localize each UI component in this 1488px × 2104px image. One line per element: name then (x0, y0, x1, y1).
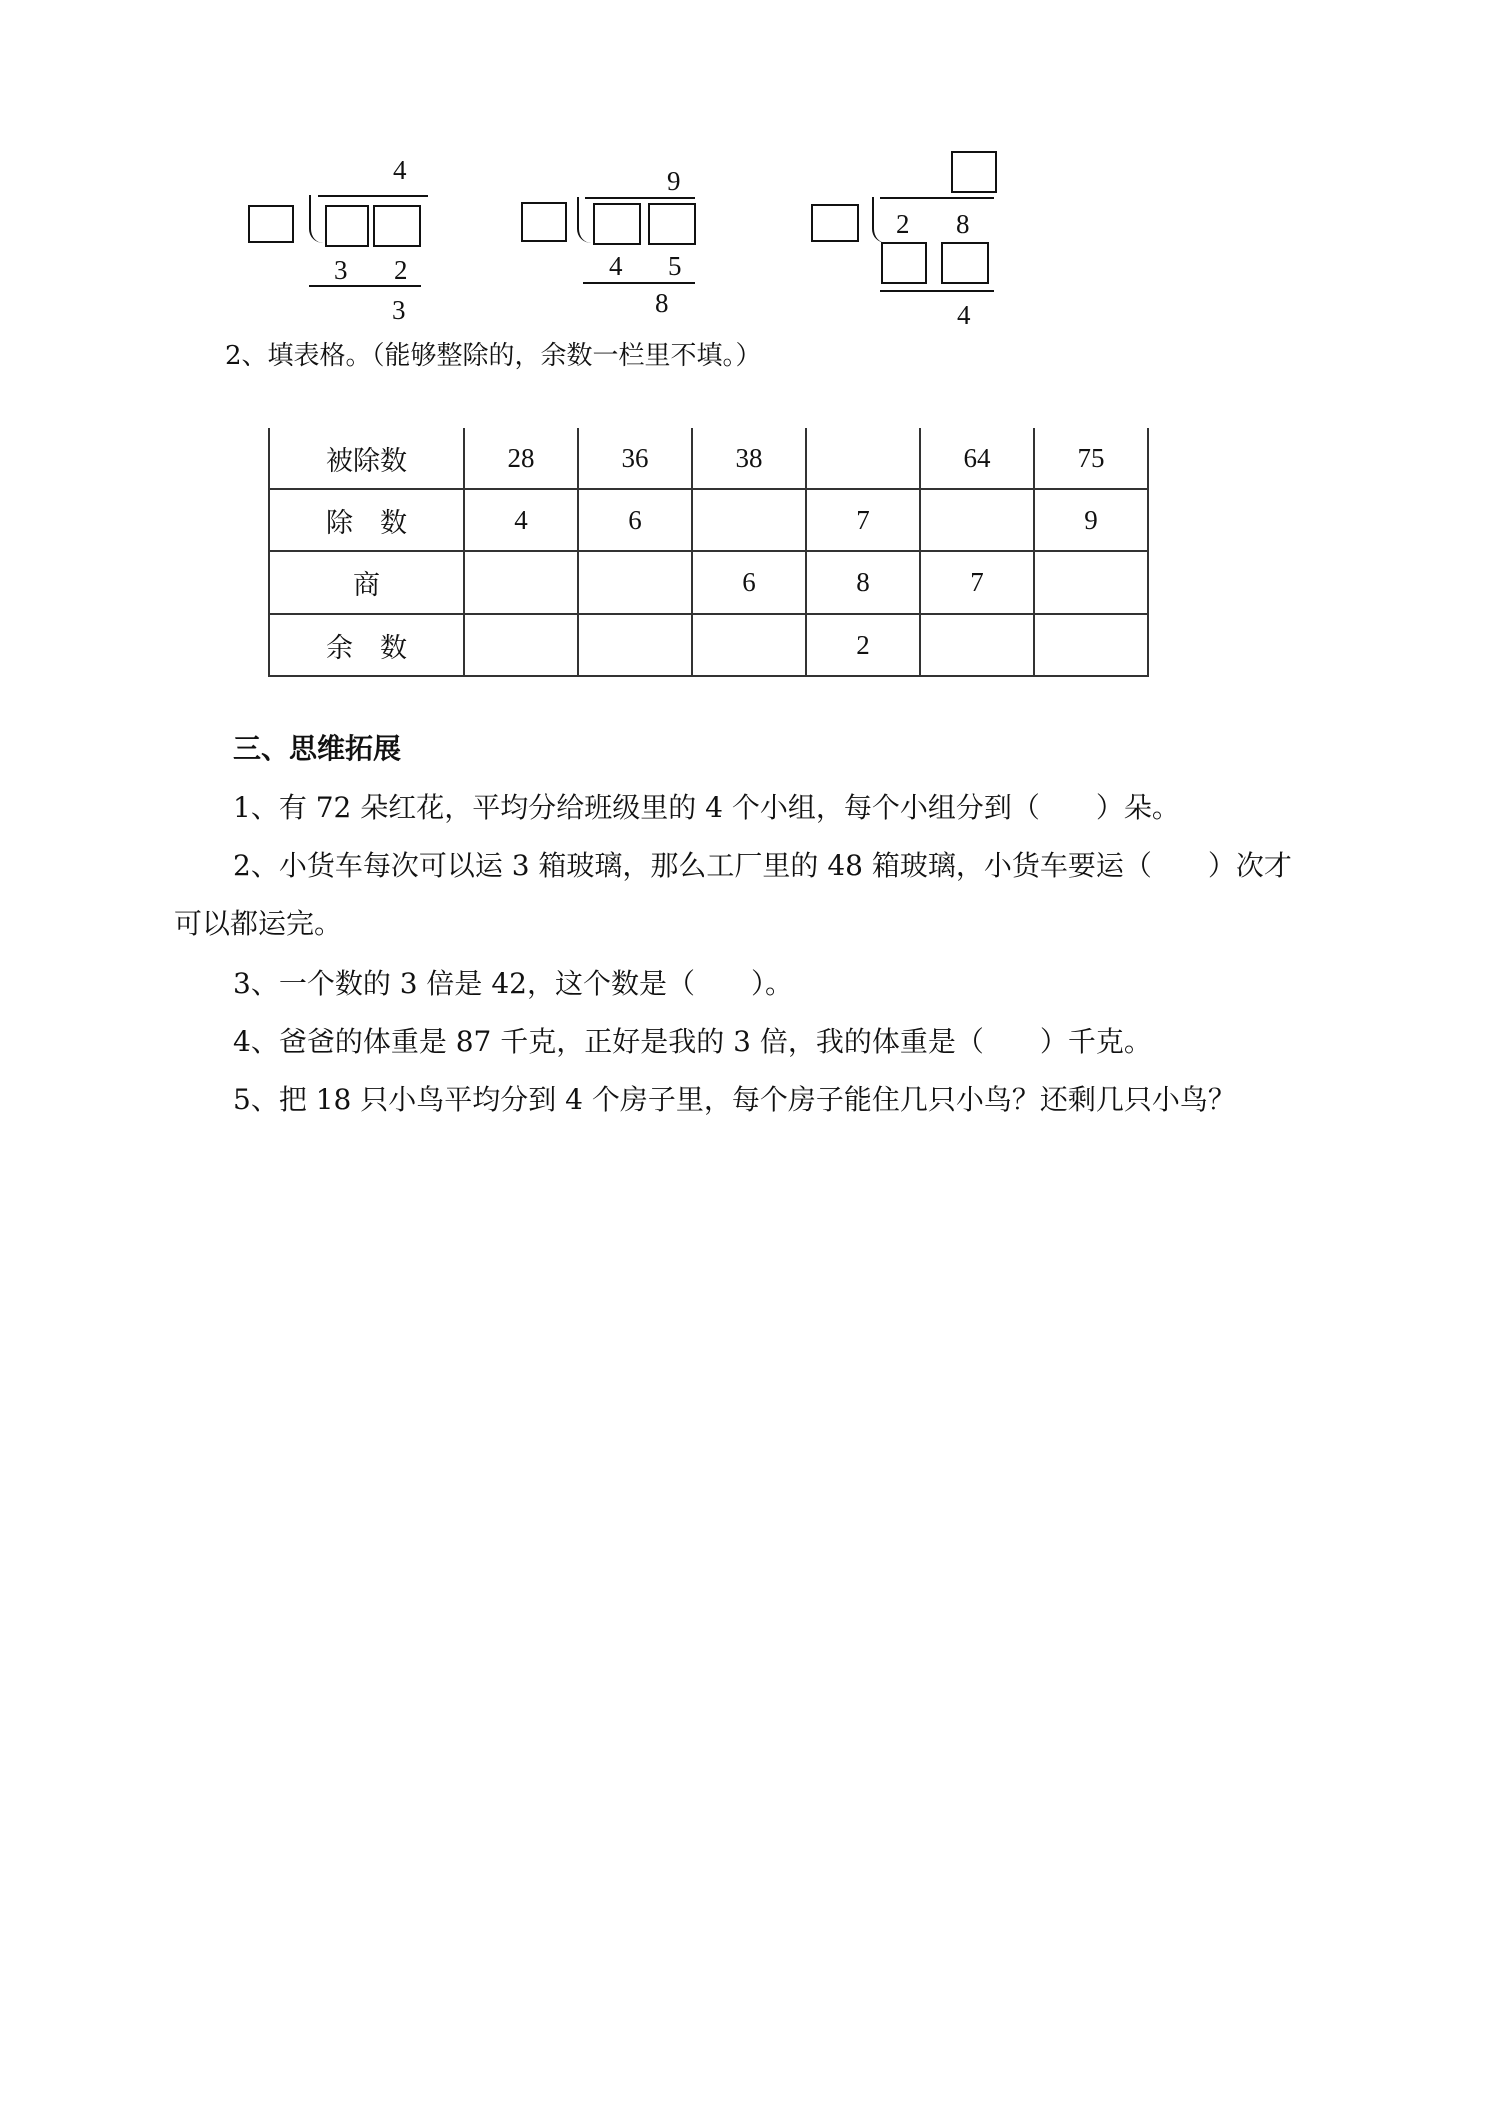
subtract-ones-blank-box[interactable] (941, 242, 989, 284)
blank-cell[interactable] (1034, 551, 1148, 614)
table-cell: 64 (920, 428, 1034, 489)
subtract-ones: 5 (668, 251, 682, 281)
blank-cell[interactable] (806, 428, 920, 489)
subtract-ones: 2 (394, 255, 408, 285)
question-5: 5、把 18 只小鸟平均分到 4 个房子里，每个房子能住几只小鸟？还剩几只小鸟？ (233, 1083, 1236, 1116)
divisor-blank-box[interactable] (248, 205, 294, 243)
quotient-blank-box[interactable] (951, 151, 997, 193)
table-cell: 4 (464, 489, 578, 551)
row-header: 被除数 (269, 428, 464, 489)
table-row (269, 428, 1148, 489)
dividend-ones-blank-box[interactable] (648, 203, 696, 245)
task-2-title: 2、填表格。（能够整除的，余数一栏里不填。） (225, 341, 762, 371)
blank-cell[interactable] (692, 489, 806, 551)
row-header: 商 (269, 551, 464, 614)
table-cell: 7 (920, 551, 1034, 614)
dividend-ones-blank-box[interactable] (373, 205, 421, 247)
dividend-tens-blank-box[interactable] (325, 205, 369, 247)
table-cell: 6 (578, 489, 692, 551)
section-3-heading: 三、思维拓展 (233, 732, 402, 765)
table-cell: 8 (806, 551, 920, 614)
question-1: 1、有 72 朵红花，平均分给班级里的 4 个小组，每个小组分到（ ）朵。 (233, 791, 1180, 824)
remainder-digit: 3 (392, 295, 406, 325)
table-cell: 75 (1034, 428, 1148, 489)
divisor-blank-box[interactable] (811, 204, 859, 242)
blank-cell[interactable] (578, 551, 692, 614)
dividend-tens: 2 (896, 209, 910, 239)
table-cell: 9 (1034, 489, 1148, 551)
remainder-digit: 4 (957, 300, 971, 330)
question-2-continued: 可以都运完。 (174, 907, 343, 940)
blank-cell[interactable] (464, 614, 578, 676)
dividend-tens-blank-box[interactable] (593, 203, 641, 245)
table-cell: 7 (806, 489, 920, 551)
division-table (268, 428, 1149, 677)
table-cell: 28 (464, 428, 578, 489)
dividend-ones: 8 (956, 209, 970, 239)
division-bar (585, 197, 695, 199)
subtract-tens-blank-box[interactable] (881, 242, 927, 284)
divisor-blank-box[interactable] (521, 202, 567, 242)
question-4: 4、爸爸的体重是 87 千克，正好是我的 3 倍，我的体重是（ ）千克。 (233, 1025, 1152, 1058)
subtract-tens: 3 (334, 255, 348, 285)
quotient-digit: 4 (393, 155, 407, 185)
division-bracket (872, 197, 890, 243)
table-row (269, 614, 1148, 676)
blank-cell[interactable] (1034, 614, 1148, 676)
question-3: 3、一个数的 3 倍是 42，这个数是（ ）。 (233, 967, 793, 1000)
table-cell: 2 (806, 614, 920, 676)
table-cell: 38 (692, 428, 806, 489)
blank-cell[interactable] (578, 614, 692, 676)
blank-cell[interactable] (920, 489, 1034, 551)
subtraction-line (309, 285, 421, 287)
blank-cell[interactable] (692, 614, 806, 676)
division-bar (880, 197, 994, 199)
blank-cell[interactable] (920, 614, 1034, 676)
table-cell: 6 (692, 551, 806, 614)
question-2: 2、小货车每次可以运 3 箱玻璃，那么工厂里的 48 箱玻璃，小货车要运（ ）次才 (233, 849, 1292, 882)
blank-cell[interactable] (464, 551, 578, 614)
table-row (269, 489, 1148, 551)
remainder-digit: 8 (655, 288, 669, 318)
subtraction-line (880, 290, 994, 292)
table-row (269, 551, 1148, 614)
quotient-digit: 9 (667, 166, 681, 196)
division-bar (318, 195, 428, 197)
subtraction-line (583, 282, 695, 284)
subtract-tens: 4 (609, 251, 623, 281)
row-header: 余 数 (269, 614, 464, 676)
table-cell: 36 (578, 428, 692, 489)
row-header: 除 数 (269, 489, 464, 551)
